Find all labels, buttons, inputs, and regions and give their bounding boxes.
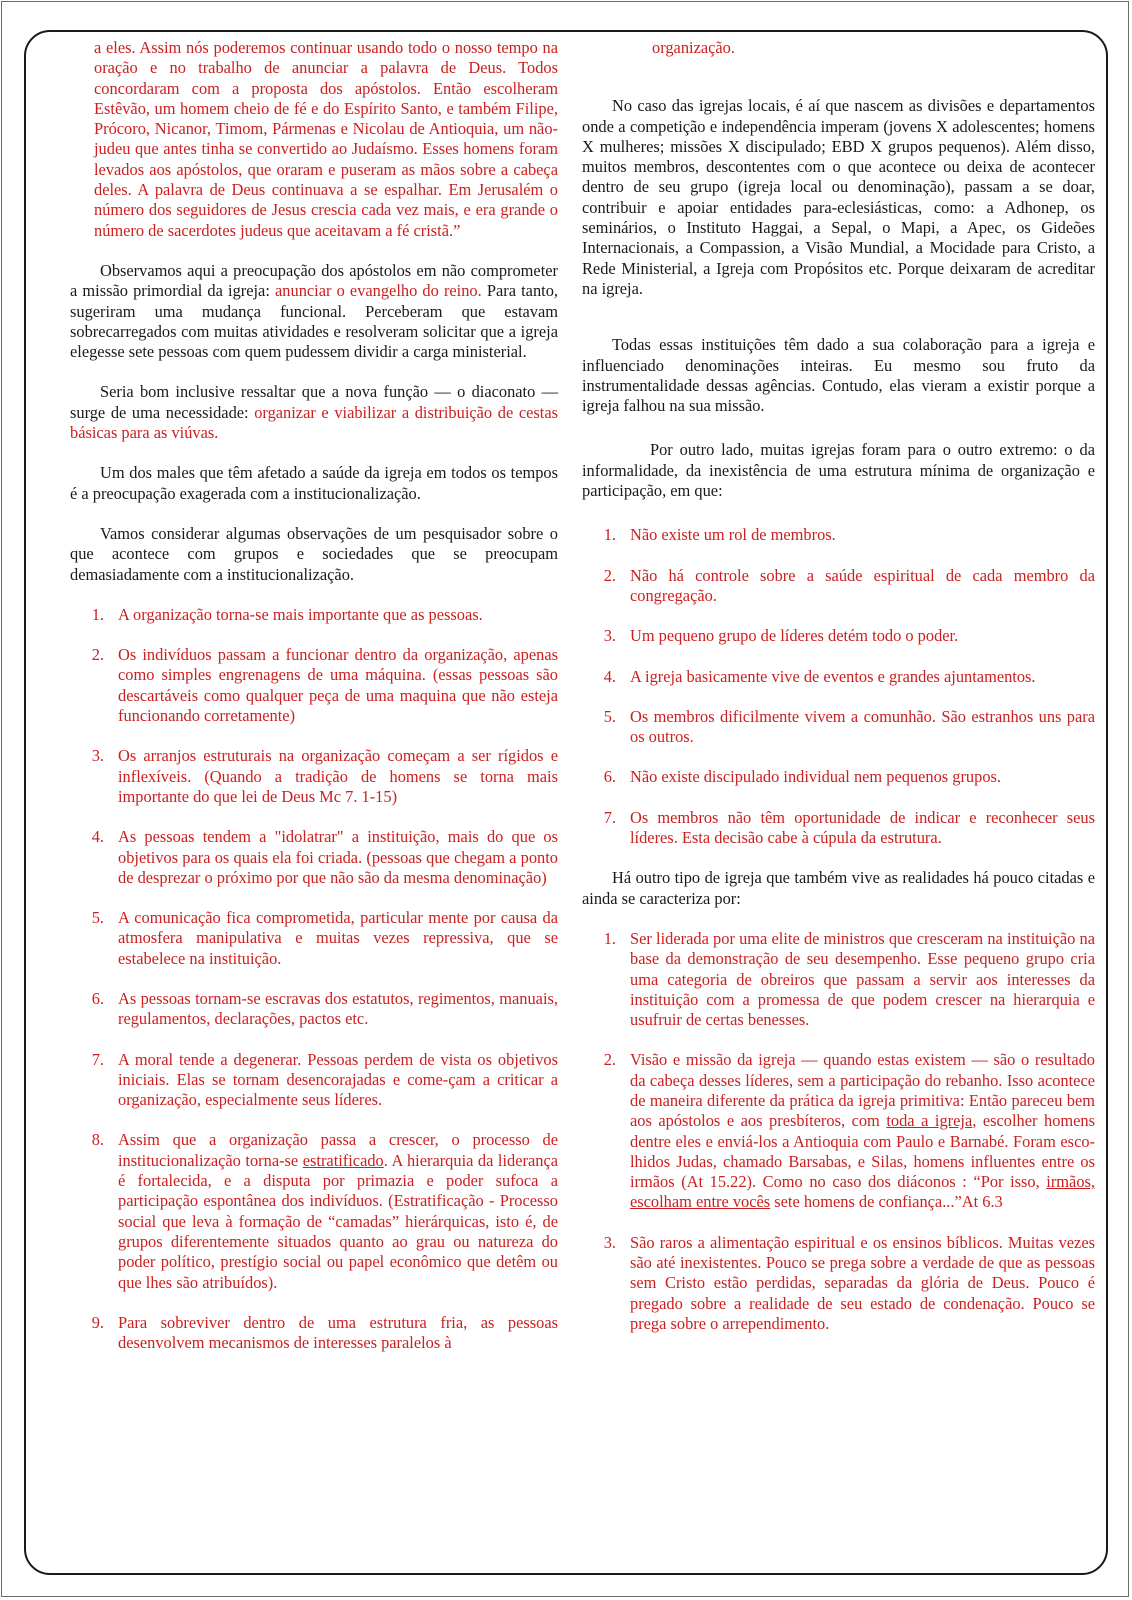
paragraph-mission	[70, 261, 558, 362]
list-item	[70, 1313, 558, 1354]
list-number: 2.	[603, 565, 616, 585]
list-text-part: , escolher homens dentre eles e enviá-los a Antioquia com Paulo e Barnabé. Foram esco-lhidos Judas, chamado Barsabas, e Silas, homens influentes entre os irmãos (At 15.22). Como no caso dos diáconos : “Por isso,	[630, 1111, 1095, 1192]
list-text: Para sobreviver dentro de uma estrutura fria, as pessoas desenvolvem mecanismos de interesses paralelos à	[118, 1312, 558, 1353]
list-number: 7.	[91, 1049, 104, 1069]
list-number: 8.	[91, 1130, 104, 1150]
paragraph-diaconate	[70, 382, 558, 443]
paragraph-institutionalization: Um dos males que têm afetado a saúde da igreja em todos os tempos é a preocupação exagerada com a institucionalização.	[70, 463, 558, 503]
list-text-part: Assim que a organização passa a crescer, o processo de institucionalização torna-se	[118, 1130, 558, 1170]
underlined-term: estratificado	[302, 1150, 384, 1170]
list-text: São raros a alimentação espiritual e os ensinos bíblicos. Muitas vezes são até inexistentes. Pouco se prega sobre a verdade de que as pessoas sem Cristo estão perdidas, separadas da glória de Deus. Pouco é pregado sobre a realidade de seu estado de condenação. Pouco se prega sobre o arrependimento.	[630, 1232, 1095, 1333]
list-number: 1.	[91, 604, 104, 624]
highlight-text: organizar e viabilizar a distribuição de cestas básicas para as viúvas.	[70, 402, 558, 443]
list-item	[582, 1233, 1095, 1334]
list-number: 2.	[603, 1050, 616, 1070]
paragraph-text: Observamos aqui a preocupação dos apóstolos em não comprometer a missão primordial da igreja:	[70, 260, 558, 301]
list-item	[70, 746, 558, 807]
list-text: Não existe um rol de membros.	[630, 525, 836, 545]
underlined-term: irmãos, escolham entre vocês	[630, 1172, 1095, 1212]
list-text-part: Visão e missão da igreja — quando estas existem — são o resultado da cabeça desses líderes, sem a participação do rebanho. Isso acontece de maneira diferente da prática da igreja primitiva: Então pareceu bem aos apóstolos e aos presbíteros, com	[630, 1050, 1095, 1131]
paragraph-other-type: Há outro tipo de igreja que também vive as realidades há pouco citadas e ainda se caracteriza por:	[582, 868, 1095, 908]
list-item	[582, 767, 1095, 787]
highlight-text: anunciar o evangelho do reino.	[275, 281, 482, 301]
list-number: 6.	[91, 988, 104, 1008]
list-item	[70, 908, 558, 969]
list-item	[582, 929, 1095, 1030]
list-item	[582, 808, 1095, 849]
list-text: Não existe discipulado individual nem pequenos grupos.	[630, 767, 1001, 787]
list-number: 1.	[603, 928, 616, 948]
list-text: Ser liderada por uma elite de ministros que cresceram na instituição na base da demonstração de seu desempenho. Esse pequeno grupo cria uma categoria de obreiros que passam a servir aos interesses da instituição com a promessa de que podem crescer na hierarquia e usufruir de certas benesses.	[630, 928, 1095, 1030]
list-number: 4.	[91, 827, 104, 847]
list-item	[70, 827, 558, 888]
continued-text: organização.	[652, 38, 735, 57]
list-item	[582, 707, 1095, 748]
elite-list	[582, 929, 1095, 1334]
informality-list	[582, 525, 1095, 848]
list-text: As pessoas tornam-se escravas dos estatutos, regimentos, manuais, regulamentos, declarações, pactos etc.	[118, 988, 558, 1029]
bible-quote: a eles. Assim nós poderemos continuar usando todo o nosso tempo na oração e no trabalho de anunciar a palavra de Deus. Todos concordaram com a proposta dos apóstolos. Então escolheram Estêvão, um homem cheio de fé e do Espírito Santo, e também Filipe, Prócoro, Nicanor, Timom, Pármenas e Nicolau de Antioquia, um não-judeu que antes tinha se convertido ao Judaísmo. Esses homens foram levados aos apóstolos, que oraram e puseram as mãos sobre a cabeça deles. A palavra de Deus continuava a se espalhar. Em Jerusalém o número dos seguidores de Jesus crescia cada vez mais, e era grande o número de sacerdotes judeus que aceitavam a fé cristã.”	[94, 38, 558, 240]
paragraph-text: Seria bom inclusive ressaltar que a nova função — o diaconato — surge de uma necessidade:	[70, 382, 558, 422]
list-text: Um pequeno grupo de líderes detém todo o poder.	[630, 626, 959, 646]
list-text	[630, 1050, 1095, 1212]
list-number: 3.	[91, 746, 104, 766]
paragraph-institutions: Todas essas instituições têm dado a sua colaboração para a igreja e influenciado denominações inteiras. Eu mesmo sou fruto da instrumentalidade dessas agências. Contudo, elas vieram a existir porque a igreja falhou na sua missão.	[582, 335, 1095, 416]
list-text-part: sete homens de confiança...”At 6.3	[770, 1192, 1003, 1212]
list-number: 6.	[603, 767, 616, 787]
list-text: As pessoas tendem a "idolatrar" a instituição, mais do que os objetivos para os quais ela foi criada. (pessoas que chegam a ponto de desprezar o próximo por que não são da mesma denominação)	[118, 827, 558, 887]
list-item	[582, 667, 1095, 687]
list-text: Não há controle sobre a saúde espiritual de cada membro da congregação.	[630, 565, 1095, 605]
list-number: 9.	[91, 1312, 104, 1332]
list-item	[70, 1130, 558, 1292]
list-item	[70, 989, 558, 1030]
left-column	[70, 38, 558, 1373]
right-column	[582, 38, 1095, 1354]
list-text-part: . A hierarquia da liderança é fortalecida, e a disputa por primazia e poder sufoca a participação espontânea dos indivíduos. (Estratificação - Processo social que leva à formação de “camadas” hierárquicas, isto é, de grupos diferentemente situados quanto ao grau ou natureza do poder político, prestígio social ou papel econômico que detêm ou que lhes são atribuídos).	[118, 1150, 558, 1292]
list-number: 3.	[603, 1232, 616, 1252]
list-number: 1.	[603, 525, 616, 545]
list-text: Os membros não têm oportunidade de indicar e reconhecer seus líderes. Esta decisão cabe à cúpula da estrutura.	[630, 807, 1095, 848]
list-text: A organização torna-se mais importante que as pessoas.	[118, 604, 483, 624]
list-item	[582, 525, 1095, 545]
list-number: 7.	[603, 807, 616, 827]
list-text: A igreja basicamente vive de eventos e grandes ajuntamentos.	[630, 666, 1036, 686]
paragraph-local-churches: No caso das igrejas locais, é aí que nascem as divisões e departamentos onde a competição e independência imperam (jovens X adolescentes; homens X mulheres; missões X discipulado; EBD X grupos pequenos). Além disso, muitos membros, descontentes com o que acontece ou deixa de acontecer dentro de seu grupo (igreja local ou denominação), passam a se doar, contribuir e apoiar entidades para-eclesiásticas, como: a Adhonep, os seminários, o Instituto Haggai, a Sepal, o Mapi, a Apec, os Gideões Internacionais, a Compassion, a Visão Mundial, a Mocidade para Cristo, a Rede Ministerial, a Igreja com Propósitos etc. Porque deixaram de acreditar na igreja.	[582, 96, 1095, 298]
list-item	[582, 1050, 1095, 1212]
list-text: Os membros dificilmente vivem a comunhão. São estranhos uns para os outros.	[630, 706, 1095, 747]
list-item	[582, 566, 1095, 607]
paragraph-observations: Vamos considerar algumas observações de um pesquisador sobre o que acontece com grupos e sociedades que se preocupam demasiadamente com a institucionalização.	[70, 523, 558, 584]
list-number: 4.	[603, 666, 616, 686]
list-number: 2.	[91, 645, 104, 665]
list-item	[582, 626, 1095, 646]
list-text: A comunicação fica comprometida, particular mente por causa da atmosfera manipulativa e muitas vezes repressiva, que se estabelece na instituição.	[118, 908, 558, 968]
list-text: Os indivíduos passam a funcionar dentro da organização, apenas como simples engrenagens de uma máquina. (essas pessoas são descartáveis como qualquer peça de uma maquina que não esteja funcionando corretamente)	[118, 645, 558, 726]
list-text	[118, 1130, 558, 1292]
list-item	[70, 605, 558, 625]
list-item	[70, 645, 558, 726]
list-text: Os arranjos estruturais na organização começam a ser rígidos e inflexíveis. (Quando a tradição de homens se torna mais importante do que lei de Deus Mc 7. 1-15)	[118, 746, 558, 806]
list-number: 3.	[603, 626, 616, 646]
list-number: 5.	[603, 706, 616, 726]
list-item	[70, 1050, 558, 1111]
list-number: 5.	[91, 908, 104, 928]
paragraph-text: Para tanto, sugeriram uma mudança funcional. Perceberam que estavam sobrecarregados com muitas atividades e resolveram solicitar que a igreja elegesse sete pessoas com quem pudessem dividir a carga ministerial.	[70, 281, 559, 362]
observations-list	[70, 605, 558, 1354]
paragraph-other-extreme: Por outro lado, muitas igrejas foram para o outro extremo: o da informalidade, da inexistência de uma estrutura mínima de organização e participação, em que:	[582, 440, 1095, 501]
list-text: A moral tende a degenerar. Pessoas perdem de vista os objetivos iniciais. Elas se tornam desencorajadas e come-çam a criticar a organização, especialmente seus líderes.	[118, 1049, 558, 1110]
underlined-term: toda a igreja	[886, 1111, 973, 1131]
